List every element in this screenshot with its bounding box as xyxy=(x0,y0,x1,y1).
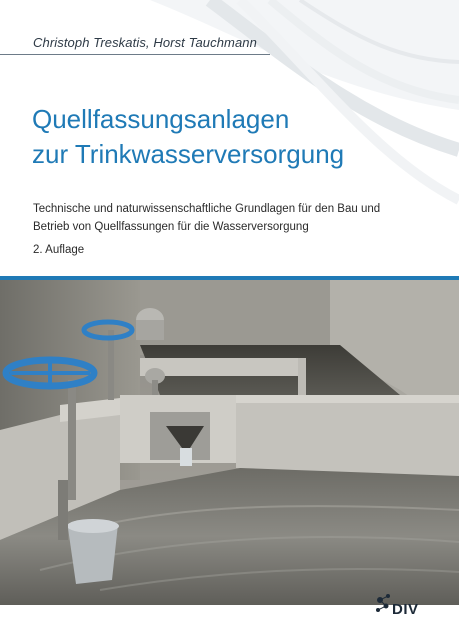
book-edition: 2. Auflage xyxy=(33,244,85,256)
book-title xyxy=(32,102,452,172)
publisher-logo-text: DIV xyxy=(392,601,419,618)
cover-photo xyxy=(0,280,459,605)
book-title-line-1: Quellfassungsanlagen xyxy=(32,104,290,134)
book-title-line-2: zur Trinkwasserversorgung xyxy=(32,139,345,169)
author-rule xyxy=(0,54,270,55)
book-authors: Christoph Treskatis, Horst Tauchmann xyxy=(33,35,257,50)
book-subtitle-line-1: Technische und naturwissenschaftliche Grundlagen für den Bau und xyxy=(33,203,381,215)
book-subtitle xyxy=(33,200,433,236)
book-subtitle-line-2: Betrieb von Quellfassungen für die Wasserversorgung xyxy=(33,221,309,233)
